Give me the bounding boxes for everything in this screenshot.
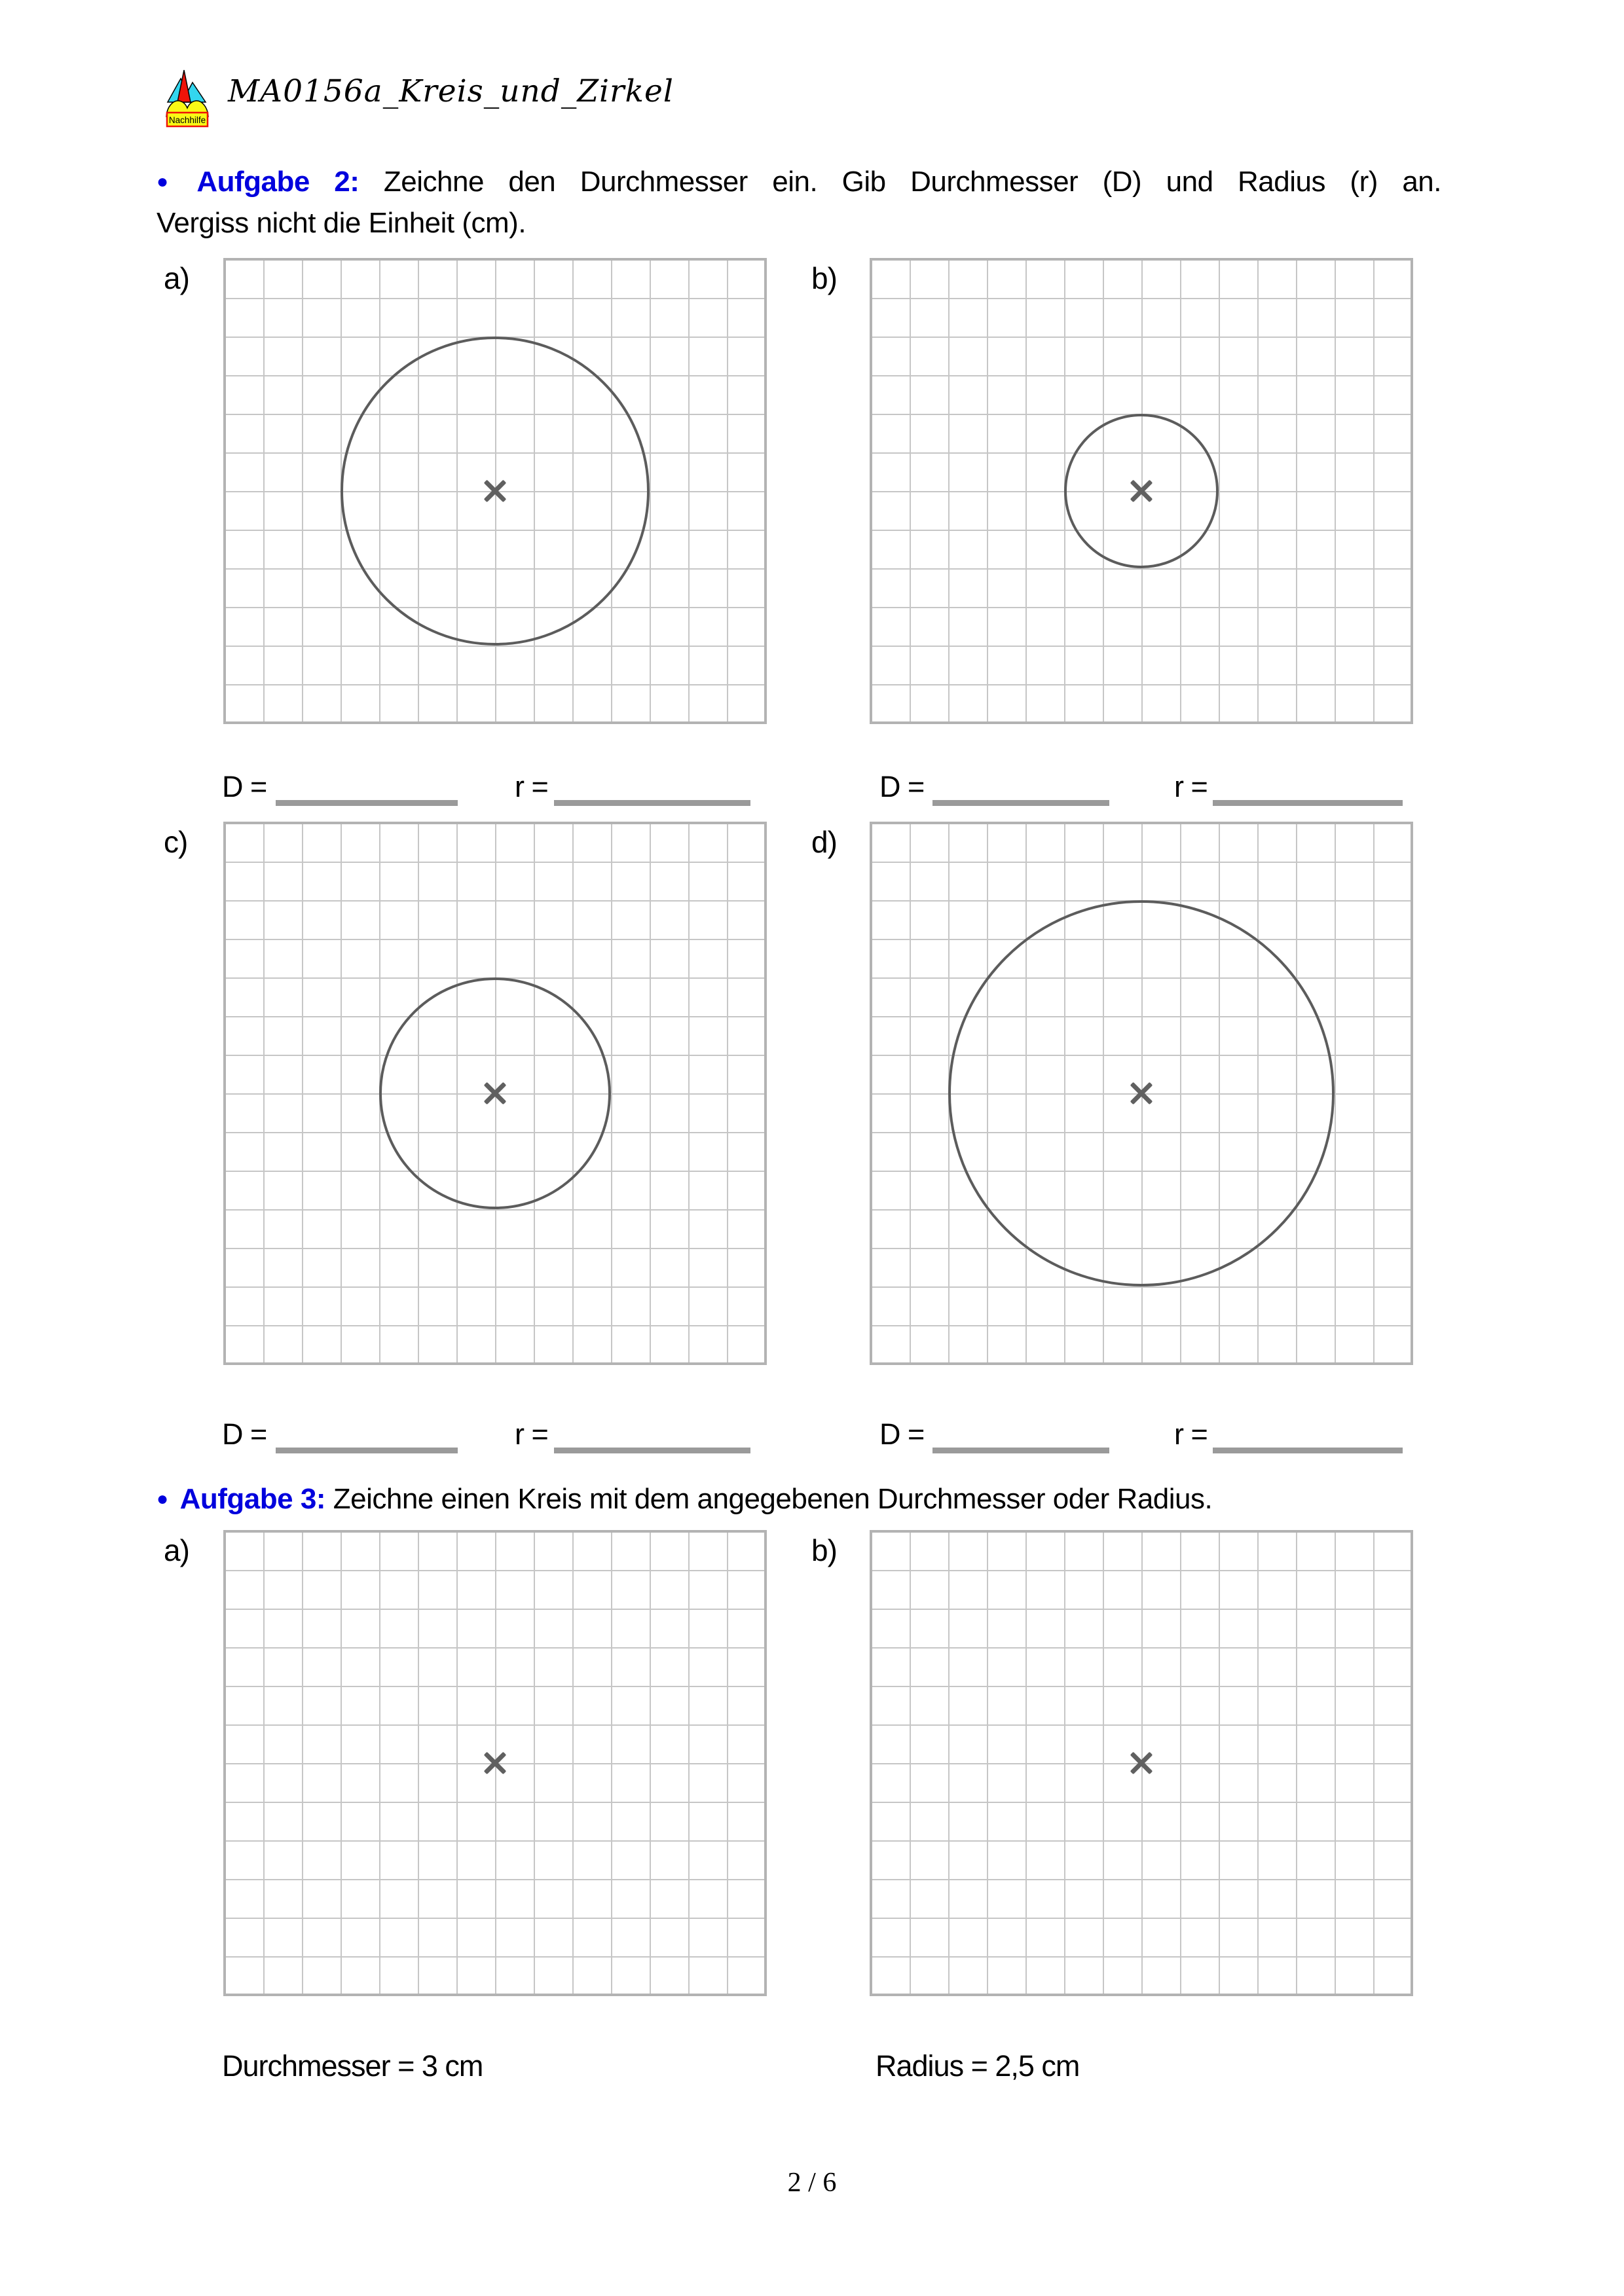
grid-label-task3-a: a)	[164, 1533, 189, 1567]
task2-label: Aufgabe 2:	[196, 166, 360, 198]
center-cross-icon	[482, 1750, 508, 1776]
answer-label-d-c: D =	[222, 1417, 267, 1451]
task3-caption-a: Durchmesser = 3 cm	[222, 2049, 483, 2083]
task3-sentence: Zeichne einen Kreis mit dem angegebenen Durchmesser oder Radius.	[333, 1483, 1213, 1515]
grid-task3-b	[871, 1531, 1412, 1995]
answer-blank-d-b	[932, 800, 1109, 806]
answer-blank-r-b	[1213, 800, 1403, 806]
center-cross-icon	[482, 478, 508, 504]
center-cross-icon	[1128, 478, 1154, 504]
grid-label-task2-b: b)	[811, 261, 837, 295]
grid-task3-a	[225, 1531, 766, 1995]
answer-blank-r-d	[1213, 1448, 1403, 1453]
answer-blank-r-a	[554, 800, 750, 806]
answer-blank-d-a	[276, 800, 458, 806]
task3-heading-line	[157, 1478, 1532, 1520]
answer-label-r-c: r =	[515, 1417, 548, 1451]
center-cross-icon	[1128, 1080, 1154, 1106]
task2-heading-line1	[157, 161, 1441, 202]
document-title: MA0156a_Kreis_und_Zirkel	[228, 73, 674, 109]
answer-blank-d-d	[932, 1448, 1109, 1453]
answer-label-r-b: r =	[1174, 770, 1208, 803]
center-cross-icon	[1128, 1750, 1154, 1776]
center-cross-icon	[482, 1080, 508, 1106]
answer-label-d-a: D =	[222, 770, 267, 803]
task2-sentence1: Zeichne den Durchmesser ein. Gib Durchmesser (D) und Radius (r) an.	[383, 166, 1441, 198]
page-number: 2 / 6	[787, 2168, 837, 2198]
task3-label: Aufgabe 3:	[179, 1483, 325, 1515]
answer-label-r-d: r =	[1174, 1417, 1208, 1451]
answer-blank-d-c	[276, 1448, 458, 1453]
grid-label-task2-a: a)	[164, 261, 189, 295]
grid-label-task2-c: c)	[164, 825, 188, 859]
answer-blank-r-c	[554, 1448, 750, 1453]
grid-task2-c	[225, 823, 766, 1364]
answer-label-d-d: D =	[879, 1417, 925, 1451]
task2-sentence2: Vergiss nicht die Einheit (cm).	[157, 207, 526, 239]
task3-caption-b: Radius = 2,5 cm	[876, 2049, 1080, 2083]
task3-heading	[157, 1478, 1532, 1520]
answer-label-d-b: D =	[879, 770, 925, 803]
task2-heading	[157, 161, 1441, 244]
logo-text: Nachhilfe	[168, 115, 206, 125]
grid-task2-a	[225, 259, 766, 723]
grid-label-task2-d: d)	[811, 825, 837, 859]
grid-label-task3-b: b)	[811, 1533, 837, 1567]
grid-task2-d	[871, 823, 1412, 1364]
grid-task2-b	[871, 259, 1412, 723]
nachhilfe-logo-icon	[164, 68, 211, 130]
bullet-icon: ●	[157, 171, 185, 192]
bullet-icon: ●	[157, 1488, 168, 1510]
answer-label-r-a: r =	[515, 770, 548, 803]
